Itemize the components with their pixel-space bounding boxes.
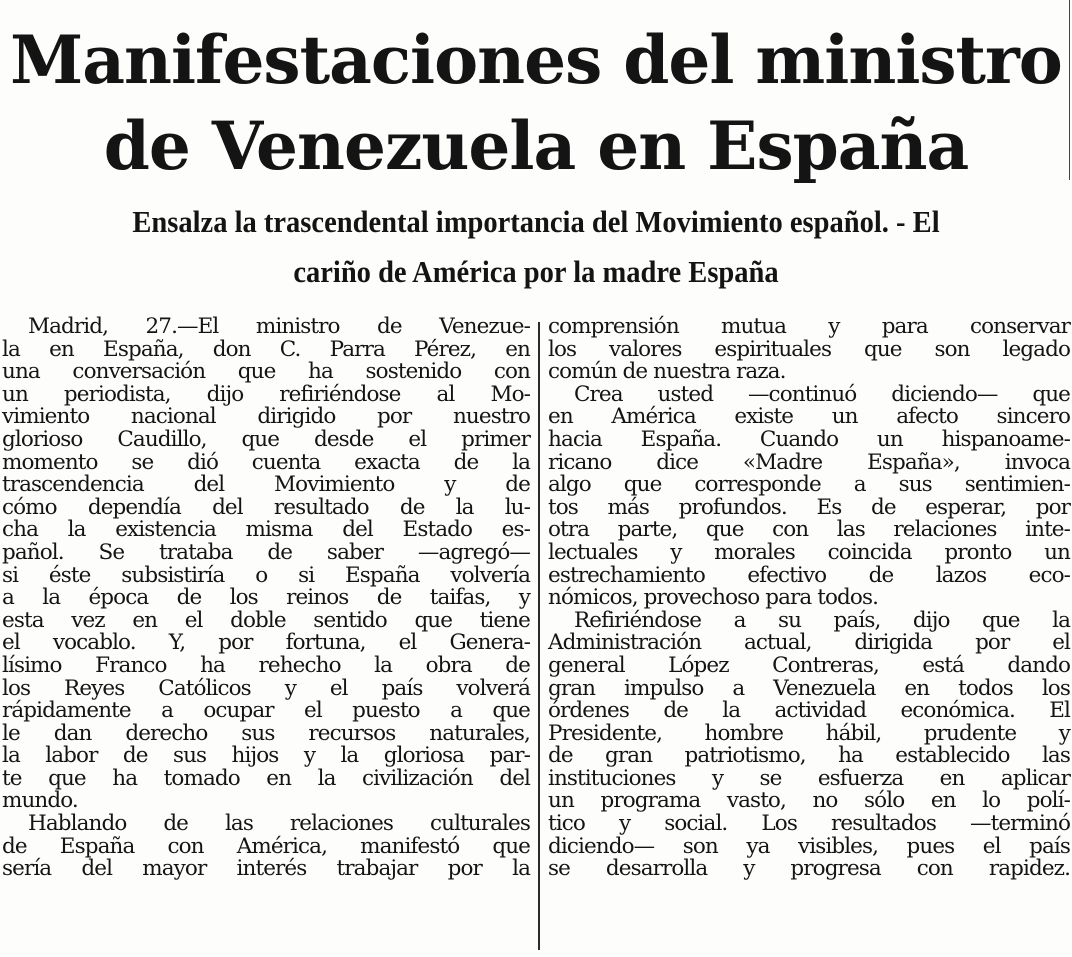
article-line: te que ha tomado en la civilización del [2,765,530,791]
article-line: Administración actual, dirigida por el [548,630,1070,656]
article-line: tos más profundos. Es de esperar, por [548,494,1070,520]
article-line: algo que corresponde a sus sentimien- [548,472,1070,498]
article-line: gran impulso a Venezuela en todos los [548,675,1070,701]
article-line: un periodista, dijo refiriéndose al Mo- [2,381,530,407]
article-line: general López Contreras, está dando [548,652,1070,678]
article-line: ricano dice «Madre España», invoca [548,449,1070,475]
deck-line-1-text: Ensalza la trascendental importancia del Movimiento español. - El [132,204,940,239]
article-line: le dan derecho sus recursos naturales, [2,720,530,746]
column-divider [538,322,540,950]
article-column-right [548,316,1070,881]
article-line: diciendo— son ya visibles, pues el país [548,833,1070,859]
article-line: los valores espirituales que son legado [548,336,1070,362]
article-line: Madrid, 27.—El ministro de Venezue- [28,314,530,339]
article-line: un programa vasto, no sólo en lo polí- [548,788,1070,814]
article-line: la en España, don C. Parra Pérez, en [2,336,530,362]
article-line: Crea usted —continuó diciendo— que [574,381,1070,407]
article-line: común de nuestra raza. [548,359,786,385]
article-line: en América existe un afecto sincero [548,404,1070,430]
deck-line-2-text: cariño de América por la madre España [293,254,779,289]
article-line: tico y social. Los resultados —terminó [548,811,1070,837]
article-line: cómo dependía del resultado de la lu- [2,494,530,520]
deck-line-1 [43,200,1029,244]
article-line: rápidamente a ocupar el puesto a que [2,698,530,724]
article-line: a la época de los reinos de taifas, y [2,585,530,611]
deck-line-2 [43,250,1029,294]
article-line: trascendencia del Movimiento y de [2,472,530,498]
article-line: de España con América, manifestó que [2,833,530,859]
article-line: esta vez en el doble sentido que tiene [2,607,530,633]
article-line: el vocablo. Y, por fortuna, el Genera- [2,630,530,656]
article-line: mundo. [2,788,78,814]
article-line: Refiriéndose a su país, dijo que la [574,607,1070,633]
article-line: Presidente, hombre hábil, prudente y [548,720,1070,746]
article-line: glorioso Caudillo, que desde el primer [2,426,530,452]
article-line: nómicos, provechoso para todos. [548,585,879,611]
article-line: otra parte, que con las relaciones inte- [548,517,1070,543]
headline-line-1-text: Manifestaciones del ministro [10,21,1062,99]
article-line: vimiento nacional dirigido por nuestro [2,404,530,430]
article-line: momento se dió cuenta exacta de la [2,449,530,475]
article-line: de gran patriotismo, ha establecido las [548,743,1070,769]
headline-line-2-text: de Venezuela en España [103,107,969,185]
article-line: los Reyes Católicos y el país volverá [2,675,530,701]
article-line: si éste subsistiría o si España volvería [2,562,530,588]
article-column-left [2,316,530,881]
article-line: pañol. Se trataba de saber —agregó— [2,539,530,565]
article-line: hacia España. Cuando un hispanoame- [548,426,1070,452]
article-line: estrechamiento efectivo de lazos eco- [548,562,1070,588]
article-line: lísimo Franco ha rehecho la obra de [2,652,530,678]
article-line: una conversación que ha sostenido con [2,359,530,385]
article-line: sería del mayor interés trabajar por la [2,856,530,882]
article-line: se desarrolla y progresa con rapidez. [548,856,1070,882]
article-line: lectuales y morales coincida pronto un [548,539,1070,565]
article-line: cha la existencia misma del Estado es- [2,517,530,543]
article-line: comprensión mutua y para conservar [548,314,1070,339]
headline-line-1 [0,18,1072,102]
article-line: órdenes de la actividad económica. El [548,698,1070,724]
article-line: instituciones y se esfuerza en aplicar [548,765,1070,791]
article-line: Hablando de las relaciones culturales [28,811,530,837]
article-line: la labor de sus hijos y la gloriosa par- [2,743,530,769]
headline-line-2 [0,104,1072,188]
